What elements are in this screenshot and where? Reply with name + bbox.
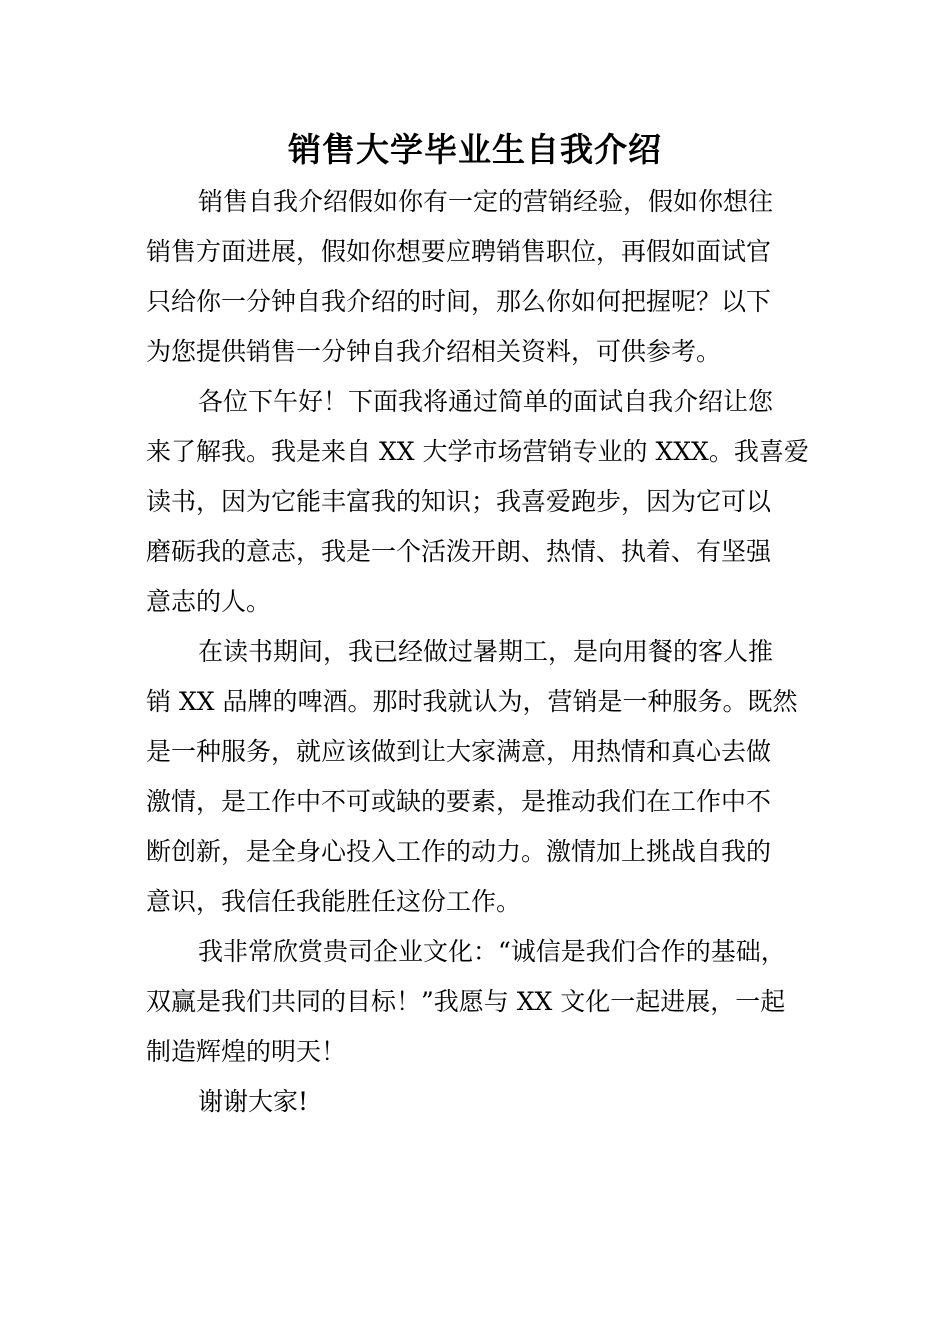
text-line: 是一种服务，就应该做到让大家满意，用热情和真心去做 (146, 737, 772, 766)
paragraph-culture (146, 927, 810, 1077)
closing-line: 谢谢大家! (198, 1087, 309, 1116)
text-line: 来了解我。我是来自 XX 大学市场营销专业的 XXX。我喜爱 (146, 437, 809, 466)
text-line: 销售自我介绍假如你有一定的营销经验，假如你想往 (198, 187, 774, 216)
text-line: 各位下午好！下面我将通过简单的面试自我介绍让您 (198, 387, 774, 416)
text-line: 在读书期间，我已经做过暑期工，是向用餐的客人推 (198, 637, 774, 666)
text-line: 双赢是我们共同的目标！”我愿与 XX 文化一起进展，一起 (146, 987, 786, 1016)
text-line: 销 XX 品牌的啤酒。那时我就认为，营销是一种服务。既然 (146, 687, 798, 716)
text-line: 为您提供销售一分钟自我介绍相关资料，可供参考。 (146, 337, 722, 366)
document-body (146, 177, 810, 1127)
text-line: 断创新，是全身心投入工作的动力。激情加上挑战自我的 (146, 837, 772, 866)
text-line: 意识，我信任我能胜任这份工作。 (146, 887, 522, 916)
paragraph-experience (146, 627, 810, 927)
text-line: 读书，因为它能丰富我的知识；我喜爱跑步，因为它可以 (146, 487, 772, 516)
text-line: 销售方面进展，假如你想要应聘销售职位，再假如面试官 (146, 237, 772, 266)
paragraph-intro (146, 177, 810, 377)
text-line: 制造辉煌的明天！ (146, 1037, 347, 1066)
paragraph-greeting (146, 377, 810, 627)
text-line: 意志的人。 (146, 587, 272, 616)
text-line: 激情，是工作中不可或缺的要素，是推动我们在工作中不 (146, 787, 772, 816)
text-line: 只给你一分钟自我介绍的时间，那么你如何把握呢？以下 (146, 287, 772, 316)
document-title: 销售大学毕业生自我介绍 (288, 130, 662, 169)
text-line: 我非常欣赏贵司企业文化：“诚信是我们合作的基础， (198, 937, 786, 966)
text-line: 磨砺我的意志，我是一个活泼开朗、热情、执着、有坚强 (146, 537, 772, 566)
